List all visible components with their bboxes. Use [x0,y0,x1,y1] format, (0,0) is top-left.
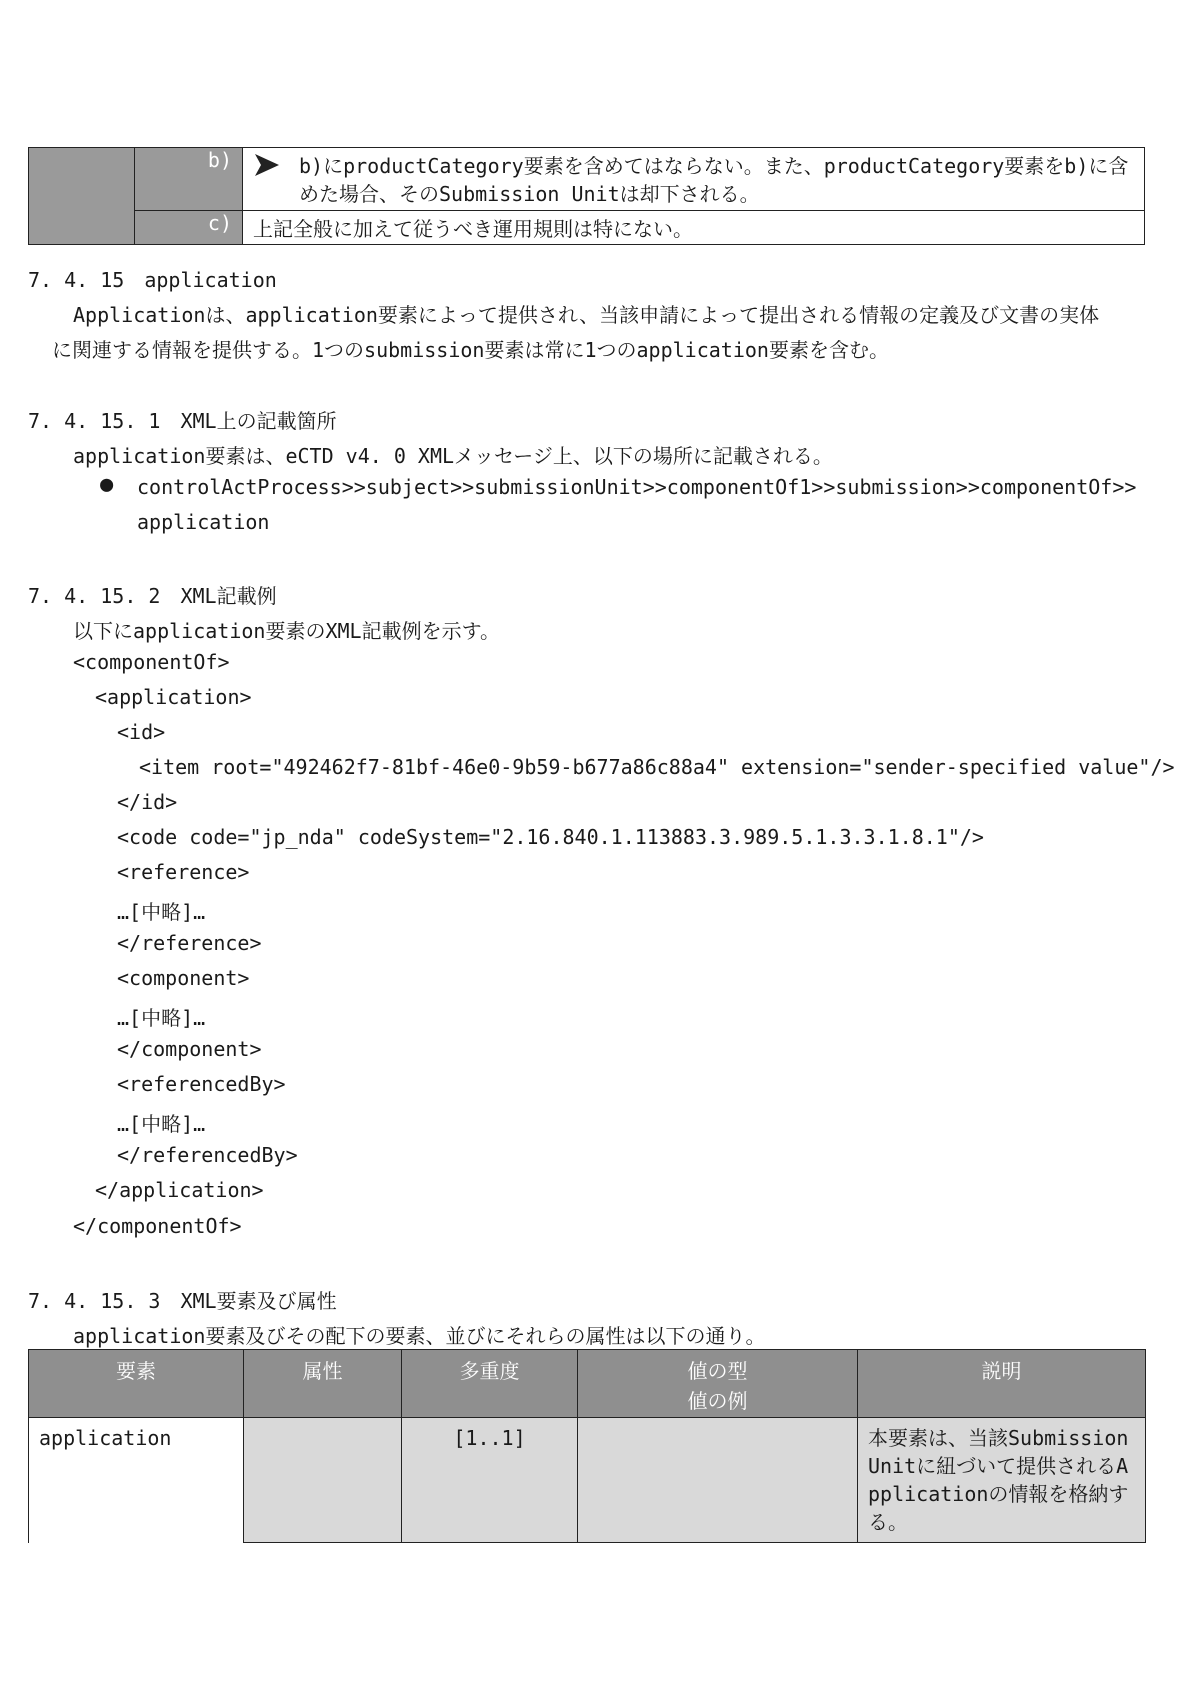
paragraph-line: 以下にapplication要素のXML記載例を示す。 [73,619,500,643]
code-line: <id> [117,720,166,744]
code-line: </referencedBy> [117,1143,298,1167]
cell-value [578,1418,858,1543]
table-row [29,1418,1146,1543]
cell-attribute [244,1418,402,1543]
row-b-content [243,148,1145,211]
cell-description: 本要素は、当該Submission Unitに紐づいて提供されるApplicationの情報を格納する。 [858,1418,1146,1543]
code-line: <component> [117,966,250,990]
paragraph-line: Applicationは、application要素によって提供され、当該申請によって提出される情報の定義及び文書の実体 [73,303,1100,327]
code-line: <item root="492462f7-81bf-46e0-9b59-b677a86c88a4" extension="sender-specified value"/> [139,755,1175,779]
code-line: </componentOf> [73,1214,242,1238]
row-b-line1: b)にproductCategory要素を含めてはならない。また、productCategory要素をb)に含 [299,154,1129,178]
header-value [578,1350,858,1418]
section-heading: 7. 4. 15. 1 XML上の記載箇所 [28,409,337,433]
header-value-type: 値の型 [687,1359,748,1383]
header-value-example: 値の例 [687,1389,748,1413]
xml-attributes-table [28,1349,1146,1543]
xml-path-line: application [137,510,270,534]
header-attribute: 属性 [244,1350,402,1418]
row-label-b: b) [135,148,243,211]
section-heading: 7. 4. 15. 2 XML記載例 [28,584,277,608]
row-b-line2: めた場合、そのSubmission Unitは却下される。 [299,182,760,206]
code-line: </component> [117,1037,262,1061]
paragraph-line: application要素及びその配下の要素、並びにそれらの属性は以下の通り。 [73,1324,766,1348]
paragraph-line: に関連する情報を提供する。1つのsubmission要素は常に1つのapplication要素を含む。 [52,338,889,362]
operational-rules-table [28,147,1145,245]
code-line: <componentOf> [73,650,230,674]
header-element: 要素 [29,1350,244,1418]
code-line: …[中略]… [117,1112,206,1136]
code-line: <referencedBy> [117,1072,286,1096]
row-label-c: c) [135,211,243,245]
header-multiplicity: 多重度 [402,1350,578,1418]
xml-path-line: controlActProcess>>subject>>submissionUnit>>componentOf1>>submission>>componentOf>> [137,475,1137,499]
cell-element: application [29,1418,244,1543]
cell-multiplicity: [1..1] [402,1418,578,1543]
table-merged-cell [29,148,135,245]
code-line: </reference> [117,931,262,955]
code-line: <code code="jp_nda" codeSystem="2.16.840.1.113883.3.989.5.1.3.3.1.8.1"/> [117,825,984,849]
table-header-row [29,1350,1146,1418]
code-line: </id> [117,790,178,814]
code-line: <reference> [117,860,250,884]
section-heading: 7. 4. 15 application [28,268,277,292]
bullet-dot-icon: ● [100,472,114,497]
row-c-content: 上記全般に加えて従うべき運用規則は特にない。 [243,211,1145,245]
code-line: <application> [95,685,252,709]
header-description: 説明 [858,1350,1146,1418]
code-line: …[中略]… [117,900,206,924]
arrow-bullet-icon [255,154,279,176]
code-line: …[中略]… [117,1006,206,1030]
paragraph-line: application要素は、eCTD v4. 0 XMLメッセージ上、以下の場所に記載される。 [73,444,833,468]
code-line: </application> [95,1178,264,1202]
section-heading: 7. 4. 15. 3 XML要素及び属性 [28,1289,337,1313]
